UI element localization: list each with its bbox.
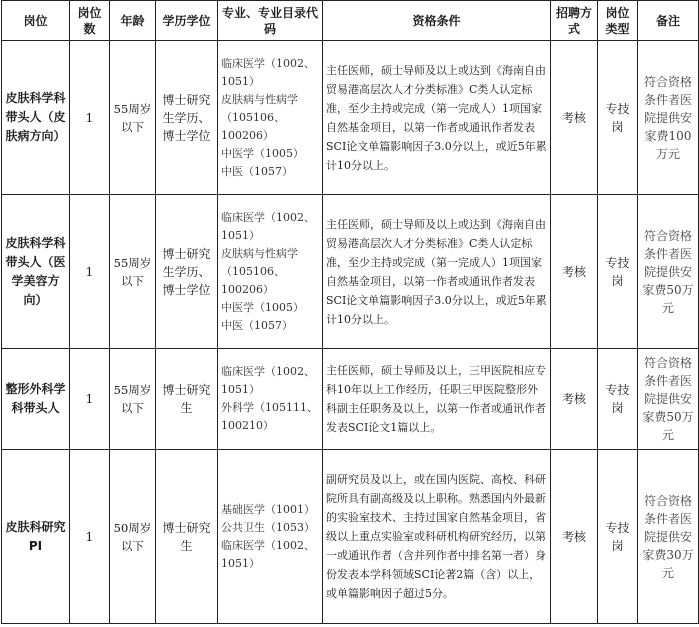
post-name: 皮肤科学科带头人（皮肤病方向）: [2, 41, 70, 195]
header-major: 专业、专业目录代码: [218, 1, 323, 41]
qualification-text: 主任医师，硕士导师及以上或达到《海南自由贸易港高层次人才分类标准》C类人认定标准，至少主持或完成（第一完成人）1项国家自然基金项目，以第一作者或通讯作者发表SCI论文单篇影响因子3.0分以上，或近5年累计10分以上。: [323, 195, 551, 349]
education-requirement: 博士研究生: [156, 450, 218, 624]
major-item: 皮肤病与性病学（105106、100206）: [221, 246, 298, 296]
header-type: 岗位类型: [598, 1, 638, 41]
table-row: [2, 41, 699, 195]
header-education: 学历学位: [156, 1, 218, 41]
header-row: [2, 1, 699, 41]
major-list: [218, 450, 323, 624]
qualification-text: 主任医师，硕士导师及以上，三甲医院相应专科10年以上工作经历，任职三甲医院整形外科副主任职务及以上，以第一作者或通讯作者发表SCI论文1篇以上。: [323, 349, 551, 450]
major-item: 中医学（1005）: [221, 146, 304, 160]
remarks: 符合资格条件者医院提供安家费30万元: [638, 450, 699, 624]
major-item: 中医学（1005）: [221, 300, 304, 314]
major-item: 中医（1057）: [221, 164, 293, 178]
post-count: 1: [70, 41, 110, 195]
recruitment-table: [1, 0, 699, 624]
major-item: 临床医学（1002、1051）: [221, 365, 315, 396]
major-list: [218, 41, 323, 195]
major-list: [218, 195, 323, 349]
major-item: 临床医学（1002、1051）: [221, 56, 315, 88]
post-type: 专技岗: [598, 41, 638, 195]
education-requirement: 博士研究生学历、博士学位: [156, 41, 218, 195]
education-requirement: 博士研究生: [156, 349, 218, 450]
education-requirement: 博士研究生学历、博士学位: [156, 195, 218, 349]
major-item: 皮肤病与性病学（105106、100206）: [221, 92, 298, 142]
table-row: [2, 450, 699, 624]
recruit-method: 考核: [551, 195, 598, 349]
post-name: 整形外科学科带头人: [2, 349, 70, 450]
header-age: 年龄: [110, 1, 156, 41]
major-item: 外科学（105111、100210）: [221, 401, 318, 432]
table-row: [2, 195, 699, 349]
qualification-text: 副研究员及以上，或在国内医院、高校、科研院所具有副高级及以上职称。熟悉国内外最新的实验室技术、主持过国家自然基金项目，省级以上重点实验室或科研机构研究经历，以第一或通讯作者（含并列作者中排名第一者）身份发表本学科领域SCI论著2篇（含）以上，或单篇影响因子超过5分。: [323, 450, 551, 624]
post-count: 1: [70, 450, 110, 624]
post-name: 皮肤科学科带头人（医学美容方向）: [2, 195, 70, 349]
post-count: 1: [70, 195, 110, 349]
header-requirements: 资格条件: [323, 1, 551, 41]
remarks: 符合资格条件者医院提供安家费50万元: [638, 349, 699, 450]
major-item: 基础医学（1001）: [221, 502, 315, 516]
age-limit: 55周岁以下: [110, 349, 156, 450]
recruit-method: 考核: [551, 349, 598, 450]
post-type: 专技岗: [598, 349, 638, 450]
post-count: 1: [70, 349, 110, 450]
recruit-method: 考核: [551, 450, 598, 624]
age-limit: 50周岁以下: [110, 450, 156, 624]
major-item: 临床医学（1002、1051）: [221, 210, 315, 242]
table-row: [2, 349, 699, 450]
age-limit: 55周岁以下: [110, 41, 156, 195]
header-count: 岗位数: [70, 1, 110, 41]
age-limit: 55周岁以下: [110, 195, 156, 349]
remarks: 符合资格条件者医院提供安家费50万元: [638, 195, 699, 349]
recruit-method: 考核: [551, 41, 598, 195]
post-name: 皮肤科研究PI: [2, 450, 70, 624]
post-type: 专技岗: [598, 195, 638, 349]
header-remarks: 备注: [638, 1, 699, 41]
major-list: [218, 349, 323, 450]
qualification-text: 主任医师，硕士导师及以上或达到《海南自由贸易港高层次人才分类标准》C类人认定标准，至少主持或完成（第一完成人）1项国家自然基金项目，以第一作者或通讯作者发表SCI论文单篇影响因子3.0分以上，或近5年累计10分以上。: [323, 41, 551, 195]
header-method: 招聘方式: [551, 1, 598, 41]
major-item: 中医（1057）: [221, 318, 293, 332]
major-item: 临床医学（1002、1051）: [221, 538, 315, 570]
major-item: 公共卫生（1053）: [221, 520, 315, 534]
remarks: 符合资格条件者医院提供安家费100万元: [638, 41, 699, 195]
header-post: 岗位: [2, 1, 70, 41]
post-type: 专技岗: [598, 450, 638, 624]
